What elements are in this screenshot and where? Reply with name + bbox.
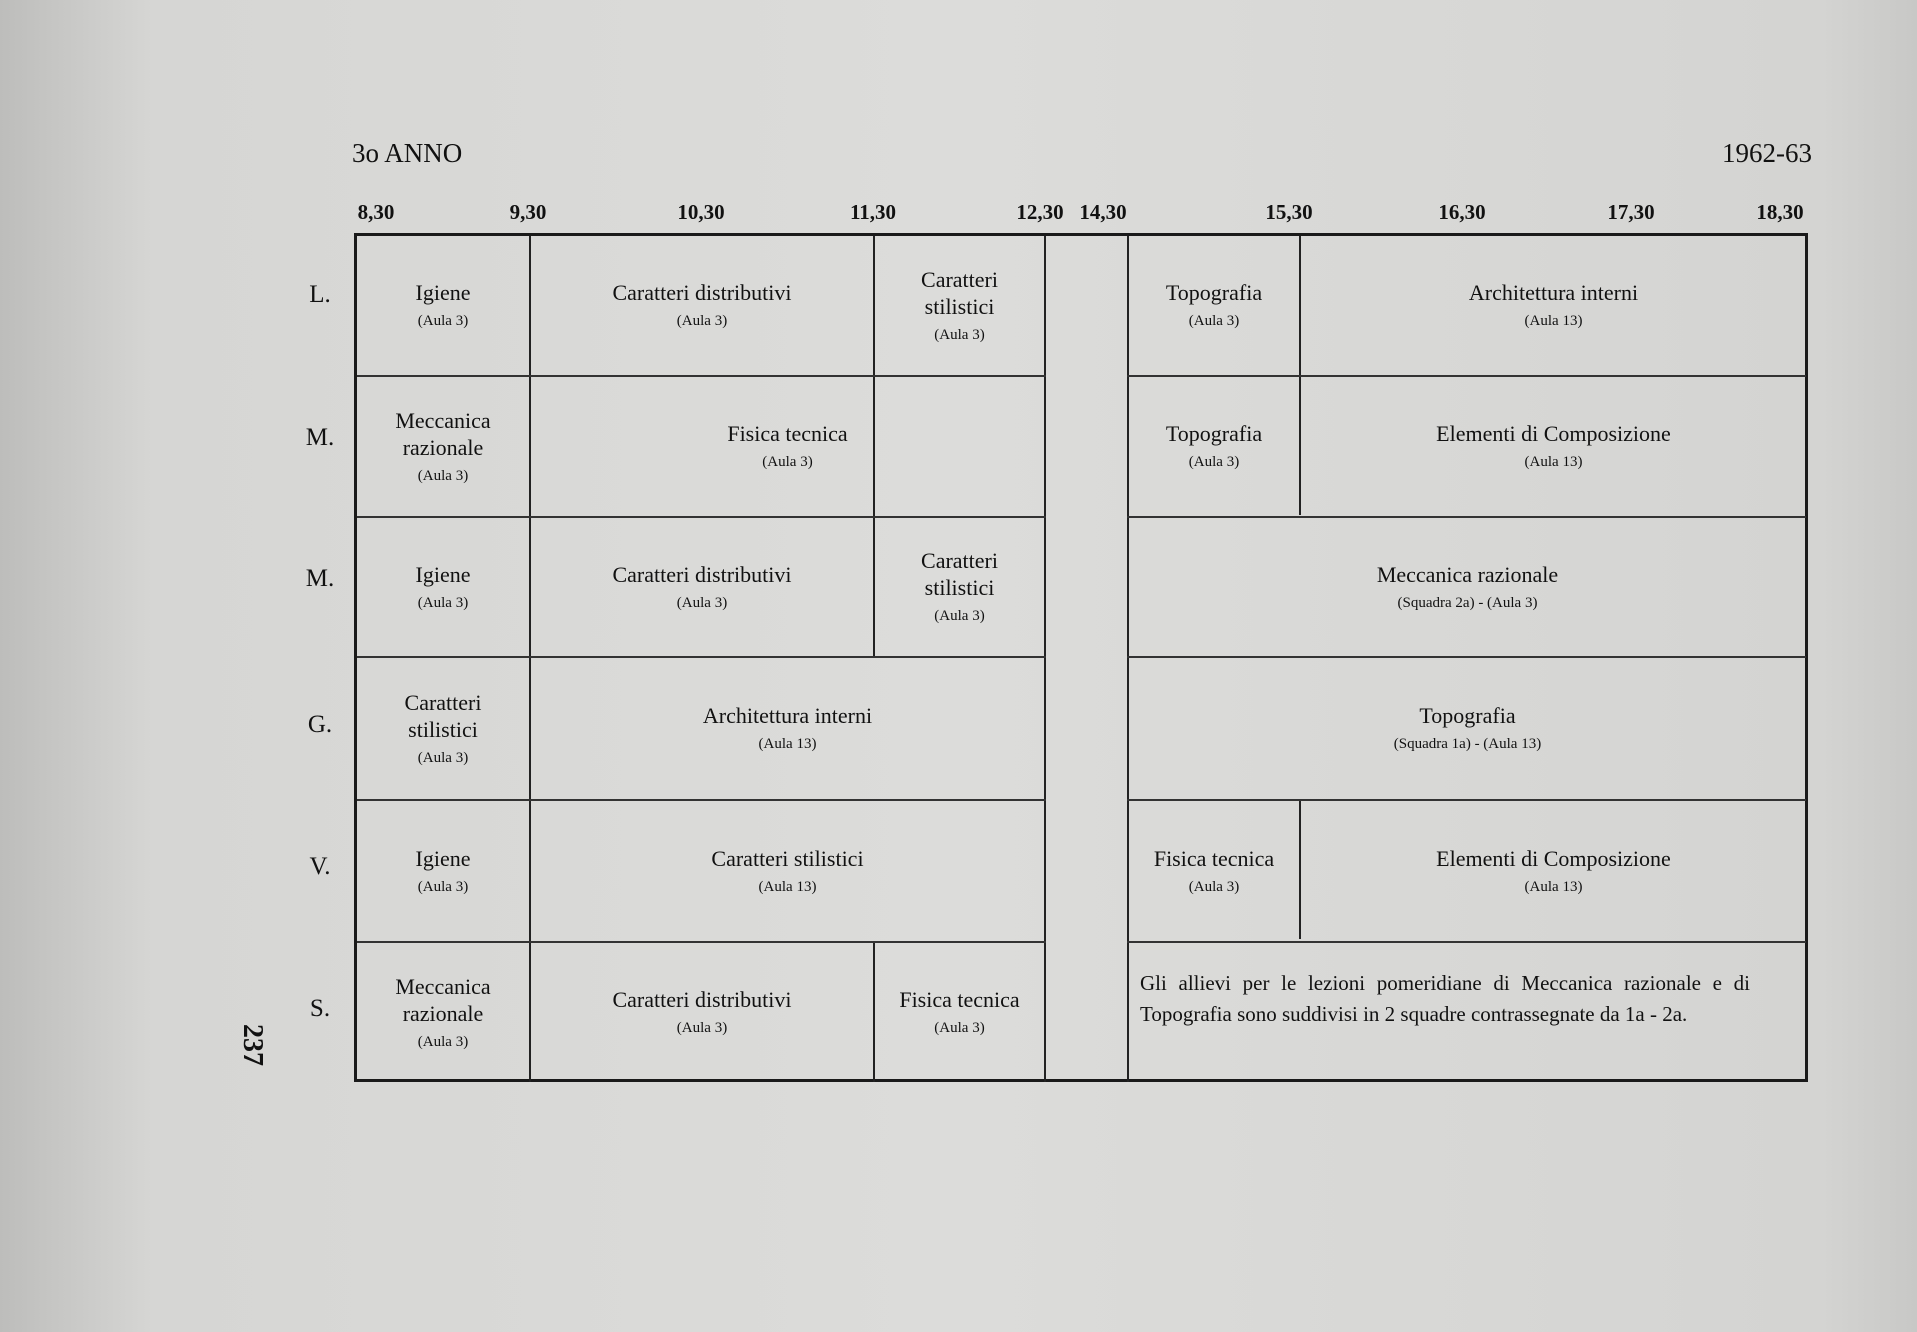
lesson-cell xyxy=(357,943,529,1082)
time-label: 14,30 xyxy=(1079,200,1127,224)
room-label: (Aula 3) xyxy=(1188,878,1240,895)
day-label: L. xyxy=(309,281,331,308)
room-label: (Aula 3) xyxy=(417,467,469,484)
room-label: (Aula 3) xyxy=(676,1020,728,1036)
lesson-cell xyxy=(1301,377,1806,516)
subject-name: Caratteri stilistici xyxy=(921,548,998,600)
room-label: (Aula 13) xyxy=(1524,313,1583,329)
subject-name: Fisica tecnica xyxy=(899,987,1020,1012)
lesson-cell xyxy=(357,377,529,516)
room-label: (Squadra 1a) - (Aula 13) xyxy=(1393,736,1542,752)
room-label: (Aula 3) xyxy=(1188,454,1240,470)
row-divider xyxy=(1127,941,1806,943)
room-label: (Aula 3) xyxy=(676,313,728,329)
room-label: (Squadra 2a) - (Aula 3) xyxy=(1397,594,1538,611)
room-label: (Aula 3) xyxy=(934,326,985,343)
page-number: 237 xyxy=(237,1024,268,1066)
subject-name: Architettura interni xyxy=(702,703,873,728)
lesson-cell xyxy=(875,236,1044,375)
time-label: 17,30 xyxy=(1607,200,1655,224)
lesson-cell xyxy=(1129,801,1299,941)
lesson-cell xyxy=(1129,658,1806,799)
room-label: (Aula 3) xyxy=(934,1020,985,1036)
subject-name: Caratteri distributivi xyxy=(612,561,792,587)
time-label: 9,30 xyxy=(509,200,547,224)
subject-name: Meccanica razionale xyxy=(395,407,491,460)
room-label: (Aula 3) xyxy=(762,454,813,470)
lesson-cell xyxy=(875,943,1044,1082)
subject-name: Igiene xyxy=(415,845,471,871)
lesson-cell xyxy=(1301,236,1806,375)
room-label: (Aula 3) xyxy=(1188,313,1240,329)
lesson-cell xyxy=(1301,801,1806,941)
subject-name: Fisica tecnica xyxy=(727,421,848,446)
room-label: (Aula 3) xyxy=(417,878,469,895)
lesson-cell xyxy=(531,236,873,375)
lesson-cell xyxy=(531,377,1044,516)
lesson-cell xyxy=(1129,377,1299,516)
subject-name: Igiene xyxy=(415,561,471,587)
lesson-cell xyxy=(531,658,1044,799)
time-label: 8,30 xyxy=(357,200,395,224)
subject-name: Meccanica razionale xyxy=(1376,561,1559,587)
subject-name: Caratteri stilistici xyxy=(711,845,864,871)
day-label: M. xyxy=(305,565,335,592)
room-label: (Aula 3) xyxy=(417,1033,469,1050)
room-label: (Aula 3) xyxy=(417,313,469,329)
lesson-cell xyxy=(1129,518,1806,656)
time-label: 15,30 xyxy=(1265,200,1313,224)
time-label: 10,30 xyxy=(677,200,725,224)
subject-name: Topografia xyxy=(1165,421,1263,446)
lesson-cell xyxy=(875,518,1044,656)
day-label: V. xyxy=(309,853,331,880)
footnote: Gli allievi per le lezioni pomeridiane di Meccanica razionale e di Topografia sono suddivisi in 2 squadre contrassegnate da 1a - 2a. xyxy=(1140,971,1750,1026)
room-label: (Aula 13) xyxy=(1524,878,1583,895)
subject-name: Elementi di Composizione xyxy=(1436,421,1671,446)
lesson-cell xyxy=(357,658,529,799)
day-label: G. xyxy=(307,711,333,738)
column-divider xyxy=(1044,236,1046,1082)
time-label: 18,30 xyxy=(1756,200,1804,224)
lesson-cell xyxy=(1129,236,1299,375)
room-label: (Aula 3) xyxy=(417,749,469,766)
subject-name: Fisica tecnica xyxy=(1153,845,1275,871)
day-label: S. xyxy=(309,995,331,1022)
subject-name: Topografia xyxy=(1419,703,1516,728)
lesson-cell xyxy=(531,518,873,656)
subject-name: Elementi di Composizione xyxy=(1436,845,1671,871)
subject-name: Caratteri distributivi xyxy=(612,987,792,1012)
day-label: M. xyxy=(305,424,335,451)
room-label: (Aula 3) xyxy=(934,608,985,624)
subject-name: Topografia xyxy=(1165,280,1263,305)
subject-name: Igiene xyxy=(415,280,471,305)
academic-year: 1962-63 xyxy=(1722,138,1812,168)
lesson-cell xyxy=(357,236,529,375)
subject-name: Caratteri stilistici xyxy=(404,689,482,742)
lesson-cell xyxy=(357,518,529,656)
timetable-grid xyxy=(354,233,1808,1082)
lesson-cell xyxy=(531,943,873,1082)
time-label: 11,30 xyxy=(849,200,897,224)
subject-name: Meccanica razionale xyxy=(395,973,491,1026)
room-label: (Aula 3) xyxy=(417,594,469,611)
time-label: 12,30 xyxy=(1016,200,1064,224)
room-label: (Aula 13) xyxy=(1524,454,1583,470)
lesson-cell xyxy=(357,801,529,941)
room-label: (Aula 3) xyxy=(676,594,728,611)
lesson-cell xyxy=(531,801,1044,941)
subject-name: Caratteri stilistici xyxy=(921,266,998,319)
subject-name: Caratteri distributivi xyxy=(612,280,792,305)
time-label: 16,30 xyxy=(1438,200,1486,224)
subject-name: Architettura interni xyxy=(1468,280,1639,305)
year-label: 3o ANNO xyxy=(352,138,463,168)
room-label: (Aula 13) xyxy=(758,736,817,752)
room-label: (Aula 13) xyxy=(758,878,817,895)
